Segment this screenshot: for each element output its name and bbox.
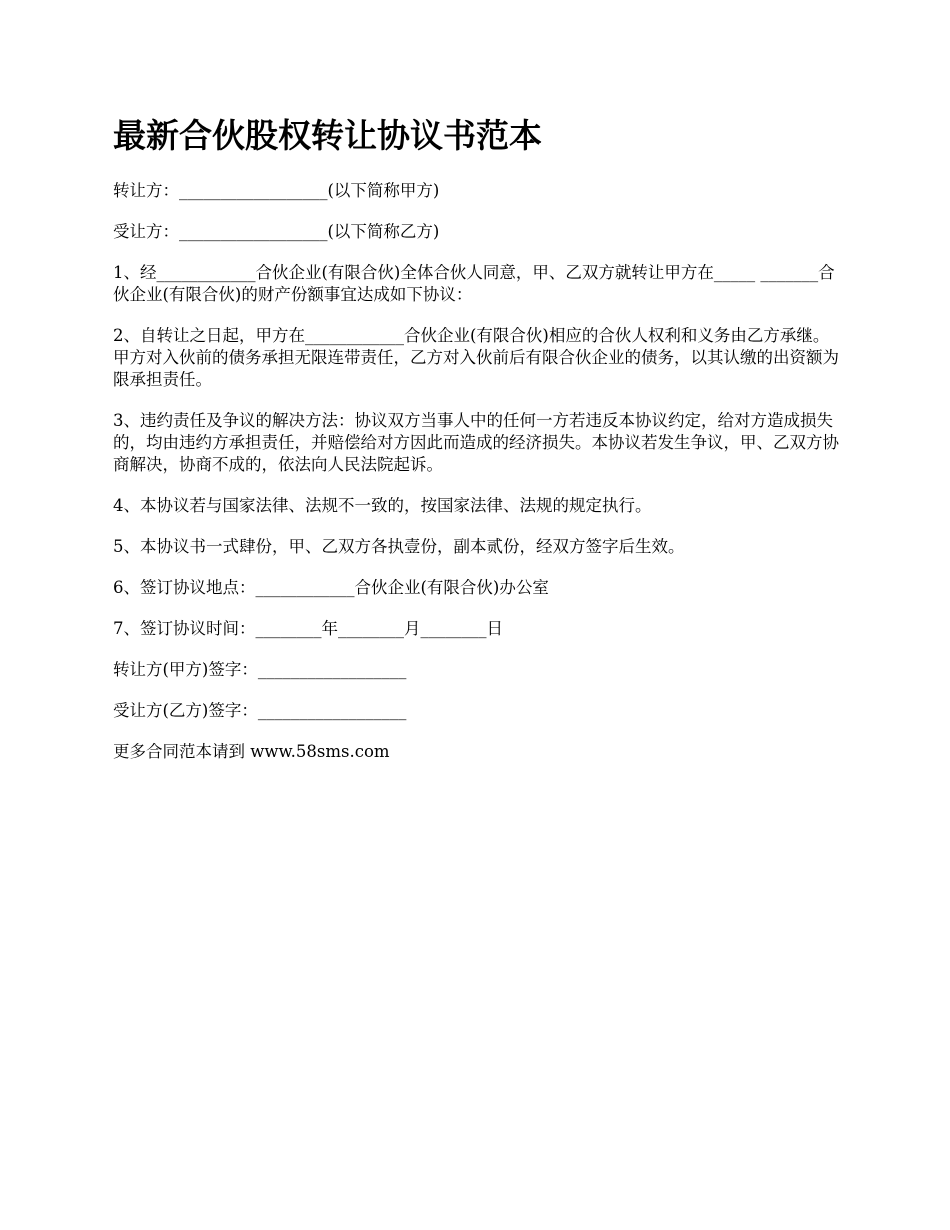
transferee-signature-line: 受让方(乙方)签字：__________________ <box>113 701 407 720</box>
document-page <box>113 112 843 782</box>
transferee-line: 受让方：__________________(以下简称乙方) <box>113 222 440 241</box>
clause-2: 2、自转让之日起，甲方在____________合伙企业(有限合伙)相应的合伙人权利和义务由乙方承继。甲方对入伙前的债务承担无限连带责任，乙方对入伙前后有限合伙企业的债务，以其认缴的出资额为限承担责任。 <box>113 326 839 389</box>
clause-7-signing-date: 7、签订协议时间：________年________月________日 <box>113 619 503 638</box>
footer-more-templates: 更多合同范本请到 www.58sms.com <box>113 742 390 761</box>
clause-4: 4、本协议若与国家法律、法规不一致的，按国家法律、法规的规定执行。 <box>113 496 652 515</box>
page-title: 最新合伙股权转让协议书范本 <box>113 116 542 155</box>
transferor-signature-line: 转让方(甲方)签字：__________________ <box>113 660 407 679</box>
clause-1: 1、经____________合伙企业(有限合伙)全体合伙人同意，甲、乙双方就转让甲方在_____ _______合伙企业(有限合伙)的财产份额事宜达成如下协议： <box>113 263 835 304</box>
clause-5: 5、本协议书一式肆份，甲、乙双方各执壹份，副本贰份，经双方签字后生效。 <box>113 537 685 556</box>
clause-6-signing-place: 6、签订协议地点：____________合伙企业(有限合伙)办公室 <box>113 578 549 597</box>
transferor-line: 转让方：__________________(以下简称甲方) <box>113 181 440 200</box>
clause-3: 3、违约责任及争议的解决方法：协议双方当事人中的任何一方若违反本协议约定，给对方造成损失的，均由违约方承担责任，并赔偿给对方因此而造成的经济损失。本协议若发生争议，甲、乙双方协商解决，协商不成的，依法向人民法院起诉。 <box>113 411 839 474</box>
